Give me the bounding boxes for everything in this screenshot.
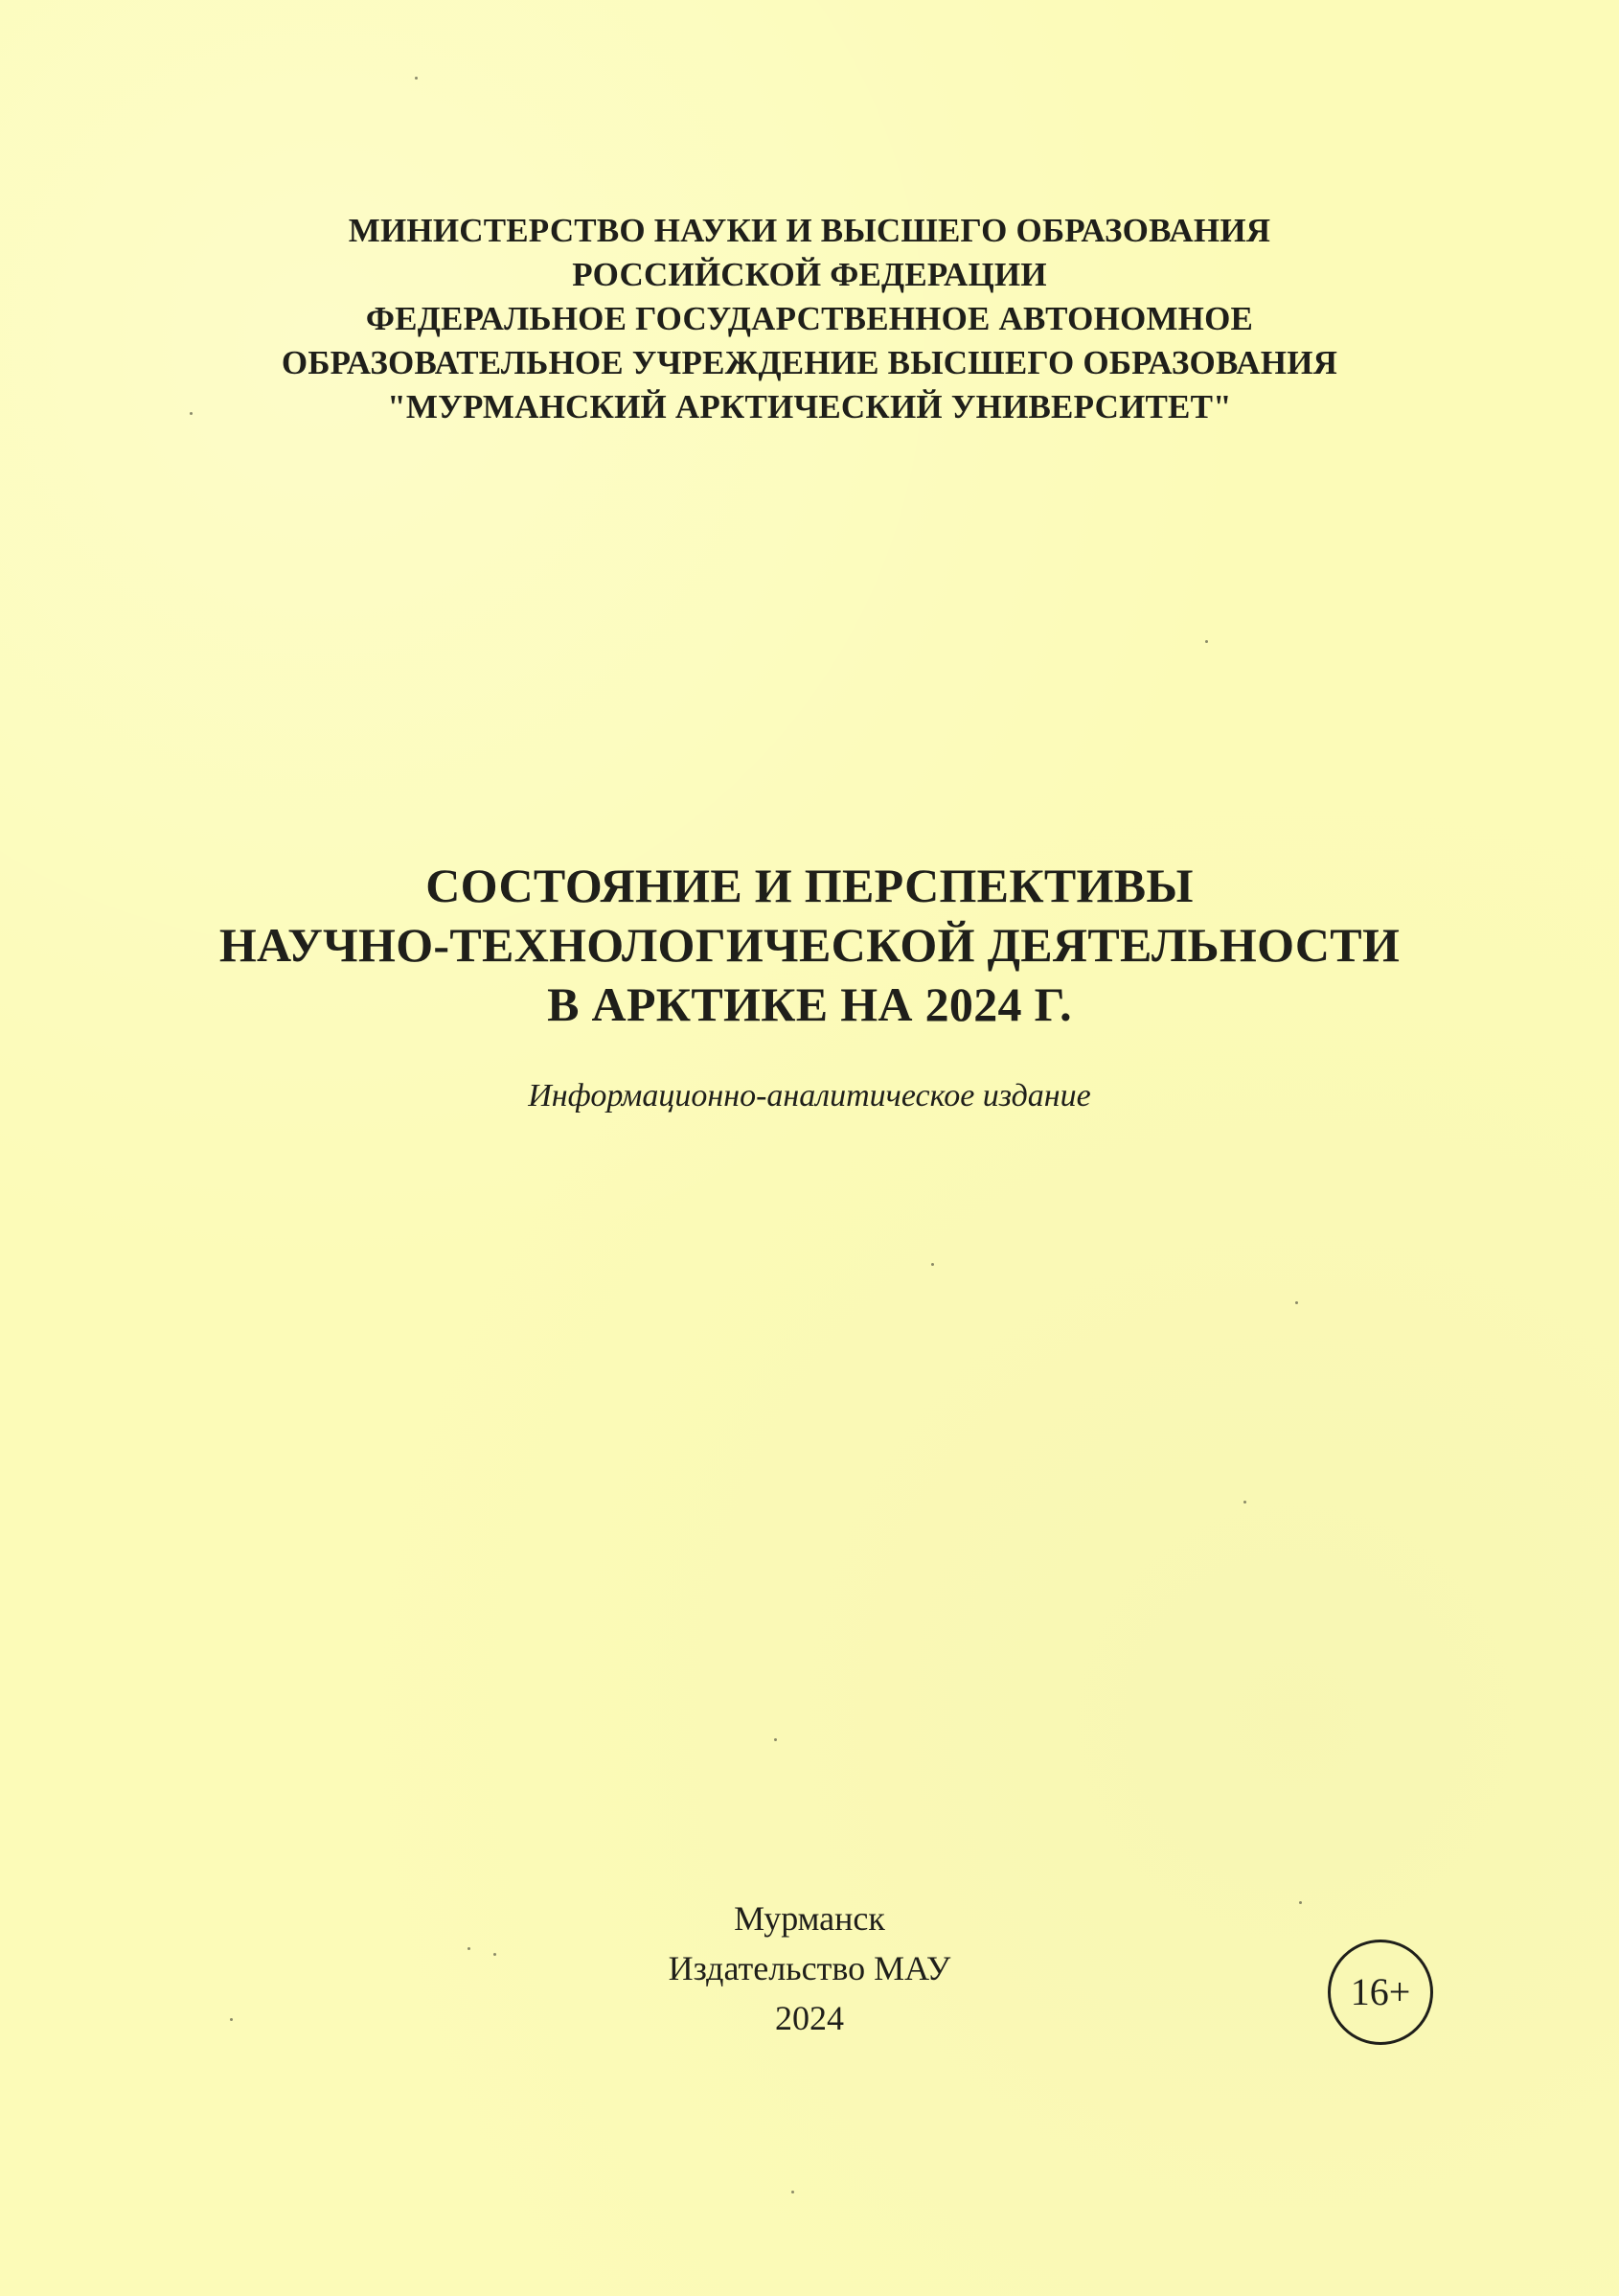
scan-speck (190, 412, 193, 415)
organization-line-institution-type: ФЕДЕРАЛЬНОЕ ГОСУДАРСТВЕННОЕ АВТОНОМНОЕ (365, 300, 1254, 337)
title-line-1: СОСТОЯНИЕ И ПЕРСПЕКТИВЫ (425, 859, 1194, 912)
title-line-3: В АРКТИКЕ НА 2024 Г. (547, 977, 1072, 1031)
scan-speck (774, 1738, 777, 1741)
age-rating-badge: 16+ (1328, 1940, 1433, 2045)
organization-line-ministry: МИНИСТЕРСТВО НАУКИ И ВЫСШЕГО ОБРАЗОВАНИЯ (348, 212, 1271, 249)
scan-speck (931, 1263, 934, 1266)
scan-speck (467, 1947, 470, 1950)
document-title (0, 856, 1619, 1034)
imprint-year: 2024 (775, 1999, 844, 2037)
organization-line-university: "МУРМАНСКИЙ АРКТИЧЕСКИЙ УНИВЕРСИТЕТ" (387, 388, 1232, 425)
organization-block (0, 209, 1619, 429)
scan-speck (1299, 1901, 1302, 1904)
scan-speck (1243, 1501, 1246, 1504)
scan-speck (493, 1953, 496, 1956)
scan-speck (1205, 640, 1208, 643)
scan-speck (791, 2191, 794, 2193)
imprint-city: Мурманск (734, 1899, 885, 1938)
scan-speck (1295, 1301, 1298, 1304)
document-subtitle: Информационно-аналитическое издание (528, 1078, 1091, 1114)
organization-line-country: РОССИЙСКОЙ ФЕДЕРАЦИИ (572, 256, 1047, 293)
scan-speck (415, 77, 418, 80)
scan-speck (230, 2018, 233, 2021)
imprint-publisher: Издательство МАУ (668, 1949, 951, 1987)
title-line-2: НАУЧНО-ТЕХНОЛОГИЧЕСКОЙ ДЕЯТЕЛЬНОСТИ (218, 918, 1401, 972)
organization-line-institution-kind: ОБРАЗОВАТЕЛЬНОЕ УЧРЕЖДЕНИЕ ВЫСШЕГО ОБРАЗОВАНИЯ (281, 344, 1338, 381)
